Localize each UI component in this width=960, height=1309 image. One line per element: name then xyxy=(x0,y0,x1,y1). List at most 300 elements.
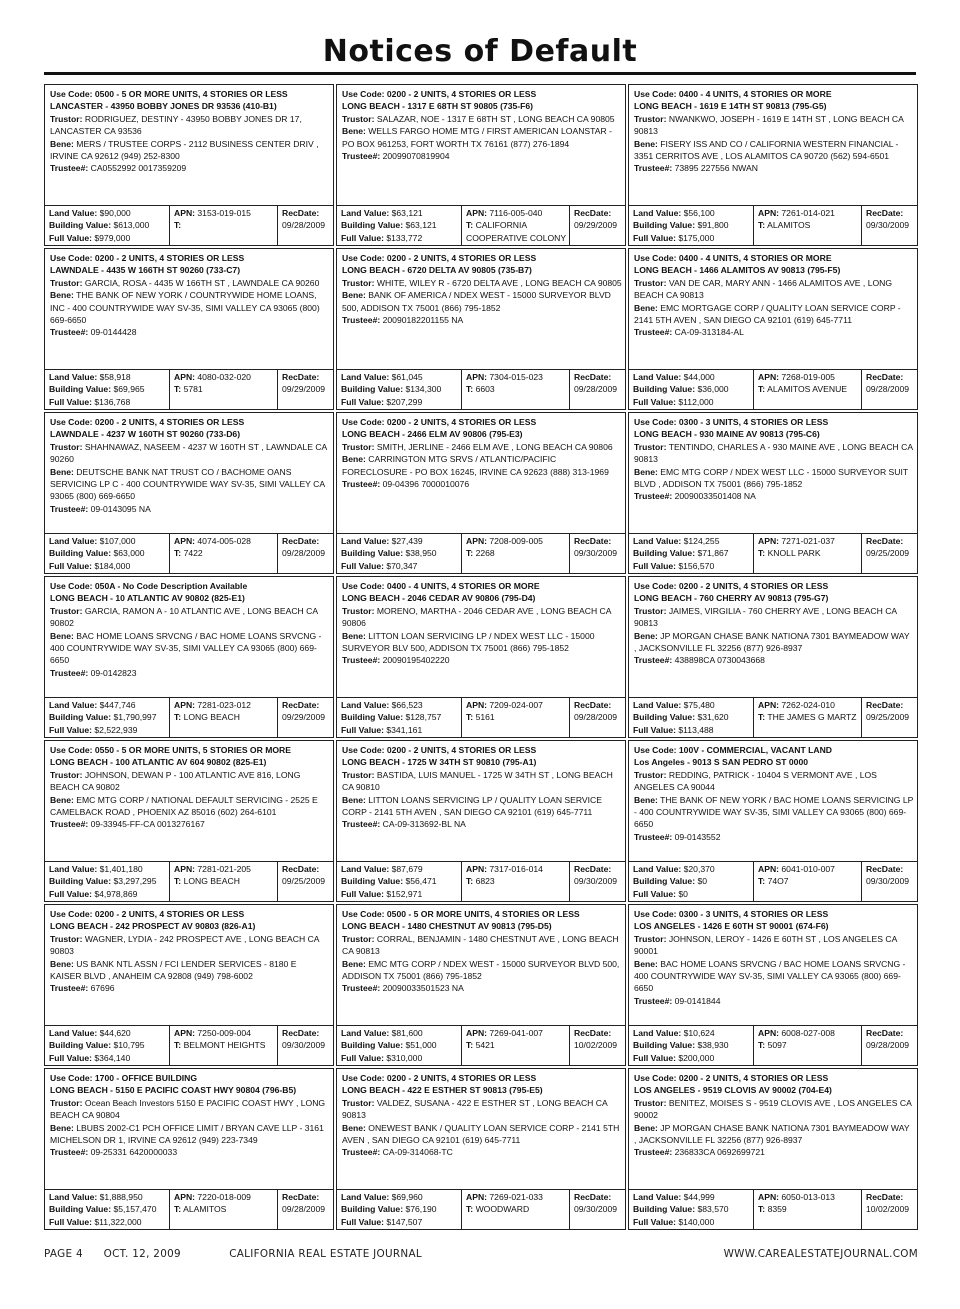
building-value-label: Building Value: xyxy=(633,1040,696,1051)
land-value-label: Land Value: xyxy=(49,1192,98,1202)
trustor-label: Trustor: xyxy=(50,769,83,780)
property-address: LONG BEACH - 1317 E 68TH ST 90805 (735-F6) xyxy=(342,101,534,112)
trustor-line xyxy=(634,441,914,466)
bene-value: US BANK NTL ASSN / FCI LENDER SERVICES - 8180 E KAISER BLVD , ANAHEIM CA 92808 (949) 798-6002 xyxy=(50,958,297,982)
land-value-label: Land Value: xyxy=(633,1028,682,1038)
values-cell xyxy=(337,1190,461,1229)
recdate-value: 09/25/2009 xyxy=(866,548,910,559)
building-value: $38,930 xyxy=(697,1040,729,1051)
land-value: $56,100 xyxy=(683,208,715,218)
tract-line xyxy=(174,219,275,231)
building-value: $36,000 xyxy=(697,384,729,395)
trustor-label: Trustor: xyxy=(342,113,375,124)
land-value-line xyxy=(49,535,167,547)
full-value-line xyxy=(49,724,167,736)
apn-cell xyxy=(169,698,277,737)
land-value: $447,746 xyxy=(99,700,136,710)
beneficiary-line xyxy=(342,125,622,150)
notice-record xyxy=(628,248,918,410)
trustee-value: 67696 xyxy=(90,983,115,994)
apn-line xyxy=(758,535,859,547)
building-value-line xyxy=(49,383,167,395)
trustor-value: REDDING, PATRICK - 10404 S VERMONT AVE , LOS ANGELES CA 90044 xyxy=(634,769,877,793)
tract-line xyxy=(466,219,567,244)
recdate-value: 09/28/2009 xyxy=(866,1040,910,1051)
trustee-value: 20090182201155 NA xyxy=(382,315,464,326)
beneficiary-line xyxy=(50,630,330,667)
use-code: Use Code: 1700 - OFFICE BUILDING xyxy=(50,1073,198,1083)
bene-value: LITTON LOANS SERVICING LP / QUALITY LOAN SERVICE CORP - 2141 5TH AVEN , SAN DIEGO CA 92101 (619) 645-7711 xyxy=(342,794,602,818)
values-cell xyxy=(629,1026,753,1065)
page-footer xyxy=(44,1248,918,1260)
recdate-label: RecDate: xyxy=(574,1028,612,1038)
tract-label: T: xyxy=(758,1040,766,1051)
trustor-label: Trustor: xyxy=(634,605,667,616)
tract-label: T: xyxy=(174,1040,182,1051)
full-value-label: Full Value: xyxy=(49,888,92,899)
recdate-label: RecDate: xyxy=(282,700,320,710)
values-cell xyxy=(337,1026,461,1065)
bene-value: MERS / TRUSTEE CORPS - 2112 BUSINESS CENTER DRIV , IRVINE CA 92612 (949) 252-8300 xyxy=(50,138,319,162)
trustor-label: Trustor: xyxy=(342,1097,375,1108)
trustor-label: Trustor: xyxy=(342,769,375,780)
trustee-value: 236833CA 0692699721 xyxy=(674,1147,765,1158)
trustor-value: JOHNSON, DEWAN P - 100 ATLANTIC AVE 816, LONG BEACH CA 90802 xyxy=(50,769,301,793)
full-value-label: Full Value: xyxy=(49,396,92,407)
tract-line xyxy=(758,875,859,887)
apn-line xyxy=(174,863,275,875)
building-value-label: Building Value: xyxy=(341,1204,404,1215)
trustor-line xyxy=(634,605,914,630)
apn-cell xyxy=(753,534,861,573)
bene-value: BAC HOME LOANS SRVCNG / BAC HOME LOANS SRVCNG - 400 COUNTRYWIDE WAY SV-35, SIMI VALLEY CA 93065 (800) 669-6650 xyxy=(50,630,322,666)
full-value-line xyxy=(633,724,751,736)
use-code: Use Code: 0400 - 4 UNITS, 4 STORIES OR MORE xyxy=(634,89,832,99)
trustee-label: Trustee#: xyxy=(50,983,89,994)
record-values xyxy=(629,369,917,409)
trustee-line xyxy=(634,1146,914,1158)
apn-label: APN: xyxy=(758,1192,780,1202)
full-value-line xyxy=(49,1052,167,1064)
trustee-line xyxy=(634,326,914,338)
values-cell xyxy=(45,534,169,573)
trustee-label: Trustee#: xyxy=(634,831,673,842)
tract-label: T: xyxy=(174,384,182,395)
recdate-value: 09/29/2009 xyxy=(282,384,326,395)
apn-line xyxy=(758,699,859,711)
apn-cell xyxy=(461,698,569,737)
land-value-line xyxy=(341,863,459,875)
land-value-label: Land Value: xyxy=(633,864,682,874)
building-value-line xyxy=(341,547,459,559)
beneficiary-line xyxy=(634,794,914,831)
recdate-cell xyxy=(861,1190,917,1229)
recdate-label: RecDate: xyxy=(574,208,612,218)
land-value-line xyxy=(633,863,751,875)
land-value-label: Land Value: xyxy=(633,536,682,546)
trustee-label: Trustee#: xyxy=(342,315,381,326)
trustee-line xyxy=(50,162,330,174)
tract-label: T: xyxy=(466,876,474,887)
apn-label: APN: xyxy=(466,1028,488,1038)
building-value: $71,867 xyxy=(697,548,729,559)
record-values xyxy=(45,369,333,409)
beneficiary-line xyxy=(634,302,914,327)
recdate-label: RecDate: xyxy=(282,1028,320,1038)
trustee-label: Trustee#: xyxy=(50,503,89,514)
apn-cell xyxy=(461,1026,569,1065)
property-address: LONG BEACH - 760 CHERRY AV 90813 (795-G7) xyxy=(634,593,829,604)
record-values xyxy=(45,205,333,245)
recdate-label: RecDate: xyxy=(866,536,904,546)
tract-label: T: xyxy=(758,384,766,395)
tract-label: T: xyxy=(466,220,474,231)
building-value-label: Building Value: xyxy=(633,1204,696,1215)
building-value-label: Building Value: xyxy=(341,548,404,559)
tract-label: T: xyxy=(174,1204,182,1215)
values-cell xyxy=(629,370,753,409)
apn-line xyxy=(174,1191,275,1203)
beneficiary-line xyxy=(634,138,914,163)
recdate-value: 09/25/2009 xyxy=(282,876,326,887)
apn-cell xyxy=(753,1026,861,1065)
land-value-label: Land Value: xyxy=(341,208,390,218)
tract-value: LONG BEACH xyxy=(183,876,240,887)
trustor-line xyxy=(342,441,622,453)
full-value: $364,140 xyxy=(94,1052,131,1063)
recdate-label: RecDate: xyxy=(282,372,320,382)
apn-value: 7269-041-007 xyxy=(489,1028,543,1038)
recdate-cell xyxy=(277,1026,333,1065)
use-code: Use Code: 0200 - 2 UNITS, 4 STORIES OR LESS xyxy=(342,745,537,755)
land-value-line xyxy=(49,207,167,219)
building-value: $51,000 xyxy=(405,1040,437,1051)
apn-line xyxy=(758,1027,859,1039)
record-values xyxy=(629,861,917,901)
trustor-label: Trustor: xyxy=(50,933,83,944)
trustee-value: CA-09-313184-AL xyxy=(674,327,744,338)
apn-value: 7262-024-010 xyxy=(781,700,835,710)
recdate-label: RecDate: xyxy=(866,1028,904,1038)
beneficiary-line xyxy=(634,630,914,655)
trustee-line xyxy=(342,314,622,326)
apn-label: APN: xyxy=(758,536,780,546)
bene-value: THE BANK OF NEW YORK / BAC HOME LOANS SERVICING LP - 400 COUNTRYWIDE WAY SV-35, SIMI VALLEY CA 93065 (800) 669-6650 xyxy=(634,794,914,830)
full-value-label: Full Value: xyxy=(633,724,676,735)
building-value: $128,757 xyxy=(405,712,442,723)
full-value: $310,000 xyxy=(386,1052,423,1063)
recdate-value: 09/28/2009 xyxy=(282,1204,326,1215)
recdate-label: RecDate: xyxy=(574,536,612,546)
apn-line xyxy=(466,207,567,219)
building-value: $69,965 xyxy=(113,384,145,395)
land-value-line xyxy=(341,371,459,383)
beneficiary-line xyxy=(634,466,914,491)
trustee-line xyxy=(634,654,914,666)
recdate-value: 09/29/2009 xyxy=(574,220,618,231)
trustee-value: 09-25331 6420000033 xyxy=(90,1147,178,1158)
journal-name: CALIFORNIA REAL ESTATE JOURNAL xyxy=(229,1248,422,1260)
trustee-line xyxy=(50,326,330,338)
tract-value: ALAMITOS xyxy=(183,1204,227,1215)
recdate-value: 09/30/2009 xyxy=(866,220,910,231)
record-body xyxy=(337,413,625,533)
tract-line xyxy=(466,547,567,559)
full-value-line xyxy=(341,1052,459,1064)
record-body xyxy=(629,741,917,861)
building-value-label: Building Value: xyxy=(341,384,404,395)
trustee-value: 20090033501408 NA xyxy=(674,491,756,502)
building-value: $1,790,997 xyxy=(113,712,157,723)
full-value-label: Full Value: xyxy=(633,560,676,571)
full-value: $136,768 xyxy=(94,396,131,407)
tract-label: T: xyxy=(758,876,766,887)
recdate-cell xyxy=(569,370,625,409)
full-value-line xyxy=(633,396,751,408)
property-address: LONG BEACH - 1480 CHESTNUT AV 90813 (795-D5) xyxy=(342,921,552,932)
apn-value: 7208-009-005 xyxy=(489,536,543,546)
land-value-label: Land Value: xyxy=(49,700,98,710)
full-value-label: Full Value: xyxy=(633,1052,676,1063)
recdate-cell xyxy=(569,698,625,737)
beneficiary-line xyxy=(50,466,330,503)
apn-cell xyxy=(461,370,569,409)
apn-line xyxy=(174,699,275,711)
property-address: LOS ANGELES - 1426 E 60TH ST 90001 (674-F6) xyxy=(634,921,829,932)
apn-cell xyxy=(169,862,277,901)
bene-label: Bene: xyxy=(50,138,74,149)
apn-line xyxy=(466,371,567,383)
land-value-label: Land Value: xyxy=(633,700,682,710)
record-values xyxy=(337,369,625,409)
use-code: Use Code: 0200 - 2 UNITS, 4 STORIES OR LESS xyxy=(342,89,537,99)
record-values xyxy=(629,205,917,245)
trustor-value: TENTINDO, CHARLES A - 930 MAINE AVE , LONG BEACH CA 90813 xyxy=(634,441,913,465)
tract-line xyxy=(758,383,859,395)
building-value-line xyxy=(633,1203,751,1215)
trustee-value: CA0552992 0017359209 xyxy=(90,163,187,174)
website-link[interactable]: WWW.CAREALESTATEJOURNAL.COM xyxy=(723,1248,918,1260)
apn-label: APN: xyxy=(174,864,196,874)
record-values xyxy=(337,1025,625,1065)
bene-label: Bene: xyxy=(342,454,366,465)
building-value-line xyxy=(633,711,751,723)
full-value-label: Full Value: xyxy=(633,1216,676,1227)
full-value: $152,971 xyxy=(386,888,423,899)
building-value-label: Building Value: xyxy=(49,876,112,887)
full-value-line xyxy=(341,396,459,408)
trustee-label: Trustee#: xyxy=(342,819,381,830)
tract-label: T: xyxy=(758,548,766,559)
trustee-label: Trustee#: xyxy=(634,327,673,338)
land-value-label: Land Value: xyxy=(341,700,390,710)
apn-cell xyxy=(169,534,277,573)
apn-value: 7261-014-021 xyxy=(781,208,835,218)
notice-record xyxy=(336,1068,626,1230)
record-body xyxy=(629,905,917,1025)
land-value-line xyxy=(341,207,459,219)
apn-label: APN: xyxy=(466,536,488,546)
tract-line xyxy=(174,1039,275,1051)
apn-label: APN: xyxy=(466,864,488,874)
apn-line xyxy=(174,535,275,547)
tract-value: 5097 xyxy=(767,1040,787,1051)
trustee-label: Trustee#: xyxy=(634,163,673,174)
trustor-value: SALAZAR, NOE - 1317 E 68TH ST , LONG BEACH CA 90805 xyxy=(376,113,615,124)
trustee-line xyxy=(342,150,622,162)
building-value: $10,795 xyxy=(113,1040,145,1051)
notice-record xyxy=(628,1068,918,1230)
building-value-line xyxy=(341,711,459,723)
trustor-line xyxy=(50,769,330,794)
trustee-line xyxy=(342,478,622,490)
apn-label: APN: xyxy=(466,372,488,382)
building-value-label: Building Value: xyxy=(49,220,112,231)
full-value: $140,000 xyxy=(678,1216,715,1227)
tract-line xyxy=(174,547,275,559)
building-value-line xyxy=(49,1203,167,1215)
building-value: $38,950 xyxy=(405,548,437,559)
trustee-line xyxy=(50,982,330,994)
land-value-line xyxy=(341,699,459,711)
tract-label: T: xyxy=(758,1204,766,1215)
use-code: Use Code: 0500 - 5 OR MORE UNITS, 4 STORIES OR LESS xyxy=(50,89,288,99)
recdate-value: 09/30/2009 xyxy=(574,548,618,559)
values-cell xyxy=(629,1190,753,1229)
recdate-cell xyxy=(569,206,625,245)
record-body xyxy=(629,577,917,697)
property-address: LONG BEACH - 1619 E 14TH ST 90813 (795-G5) xyxy=(634,101,827,112)
property-address: LAWNDALE - 4237 W 160TH ST 90260 (733-D6) xyxy=(50,429,241,440)
full-value-line xyxy=(49,232,167,244)
full-value: $112,000 xyxy=(678,396,714,407)
tract-label: T: xyxy=(466,712,474,723)
apn-label: APN: xyxy=(174,1028,196,1038)
tract-value: WOODWARD xyxy=(475,1204,530,1215)
trustor-line xyxy=(634,113,914,138)
land-value-line xyxy=(633,1027,751,1039)
building-value-label: Building Value: xyxy=(633,220,696,231)
use-code: Use Code: 100V - COMMERCIAL, VACANT LAND xyxy=(634,745,832,755)
page-number: PAGE 4 xyxy=(44,1248,83,1260)
values-cell xyxy=(337,698,461,737)
recdate-value: 09/30/2009 xyxy=(574,1204,618,1215)
apn-line xyxy=(466,699,567,711)
trustee-line xyxy=(342,818,622,830)
record-body xyxy=(45,741,333,861)
building-value: $0 xyxy=(697,876,708,887)
land-value: $58,918 xyxy=(99,372,131,382)
trustee-line xyxy=(342,982,622,994)
full-value-label: Full Value: xyxy=(341,888,384,899)
apn-cell xyxy=(169,1190,277,1229)
tract-value: KNOLL PARK xyxy=(767,548,821,559)
tract-line xyxy=(758,547,859,559)
bene-value: WELLS FARGO HOME MTG / FIRST AMERICAN LOANSTAR - PO BOX 961253, FORT WORTH TX 76161 (877) 276-1894 xyxy=(342,126,612,149)
full-value-line xyxy=(49,396,167,408)
full-value-label: Full Value: xyxy=(49,560,92,571)
building-value-label: Building Value: xyxy=(49,1040,112,1051)
land-value-label: Land Value: xyxy=(49,864,98,874)
trustee-line xyxy=(50,818,330,830)
building-value-line xyxy=(49,711,167,723)
trustee-value: 73895 227556 NWAN xyxy=(674,163,758,174)
building-value-label: Building Value: xyxy=(633,712,696,723)
land-value: $61,045 xyxy=(391,372,423,382)
values-cell xyxy=(629,698,753,737)
trustor-line xyxy=(342,1097,622,1122)
full-value-line xyxy=(341,1216,459,1228)
apn-value: 7250-009-004 xyxy=(197,1028,251,1038)
beneficiary-line xyxy=(342,630,622,655)
bene-label: Bene: xyxy=(342,630,366,641)
full-value-label: Full Value: xyxy=(49,724,92,735)
trustor-value: VAN DE CAR, MARY ANN - 1466 ALAMITOS AVE , LONG BEACH CA 90813 xyxy=(634,277,893,301)
full-value: $979,000 xyxy=(94,232,131,243)
land-value: $87,679 xyxy=(391,864,423,874)
tract-line xyxy=(466,1039,567,1051)
bene-value: JP MORGAN CHASE BANK NATIONA 7301 BAYMEADOW WAY , JACKSONVILLE FL 32256 (877) 926-8937 xyxy=(634,630,910,654)
apn-line xyxy=(174,207,275,219)
record-body xyxy=(45,413,333,533)
trustor-label: Trustor: xyxy=(634,1097,667,1108)
trustee-label: Trustee#: xyxy=(634,995,673,1006)
full-value-label: Full Value: xyxy=(633,396,676,407)
land-value-label: Land Value: xyxy=(49,536,98,546)
building-value: $83,570 xyxy=(697,1204,729,1215)
building-value: $91,800 xyxy=(697,220,729,231)
tract-label: T: xyxy=(174,876,182,887)
bene-value: BANK OF AMERICA / NDEX WEST - 15000 SURVEYOR BLVD 500, ADDISON TX 75001 (866) 795-1852 xyxy=(342,290,611,313)
apn-value: 6008-027-008 xyxy=(781,1028,835,1038)
trustor-line xyxy=(342,769,622,794)
property-address: LONG BEACH - 1466 ALAMITOS AV 90813 (795-F5) xyxy=(634,265,841,276)
tract-value: LONG BEACH xyxy=(183,712,240,723)
land-value-label: Land Value: xyxy=(341,1028,390,1038)
land-value: $44,000 xyxy=(683,372,715,382)
land-value-line xyxy=(633,1191,751,1203)
full-value: $207,299 xyxy=(386,396,423,407)
trustee-value: 09-0144428 xyxy=(90,327,137,338)
notice-record xyxy=(628,576,918,738)
trustor-value: BASTIDA, LUIS MANUEL - 1725 W 34TH ST , LONG BEACH CA 90810 xyxy=(342,769,613,793)
land-value-line xyxy=(49,699,167,711)
trustor-line xyxy=(634,769,914,794)
trustor-value: GARCIA, ROSA - 4435 W 166TH ST , LAWNDALE CA 90260 xyxy=(84,277,320,288)
trustee-value: 20099070819904 xyxy=(382,151,450,162)
use-code: Use Code: 0200 - 2 UNITS, 4 STORIES OR LESS xyxy=(634,581,829,591)
property-address: LONG BEACH - 242 PROSPECT AV 90803 (826-A1) xyxy=(50,921,256,932)
property-address: LOS ANGELES - 9519 CLOVIS AV 90002 (704-E4) xyxy=(634,1085,832,1096)
land-value: $124,255 xyxy=(683,536,720,546)
apn-label: APN: xyxy=(758,864,780,874)
apn-value: 7268-019-005 xyxy=(781,372,835,382)
apn-line xyxy=(758,371,859,383)
bene-value: ONEWEST BANK / QUALITY LOAN SERVICE CORP - 2141 5TH AVEN , SAN DIEGO CA 92101 (619) 645-7711 xyxy=(342,1122,620,1146)
apn-label: APN: xyxy=(466,1192,488,1202)
trustee-line xyxy=(342,1146,622,1158)
record-body xyxy=(337,249,625,369)
bene-value: LITTON LOAN SERVICING LP / NDEX WEST LLC - 15000 SURVEYOR BLV 500, ADDISON TX 75001 (866) 795-1852 xyxy=(342,630,595,654)
notice-record xyxy=(628,412,918,574)
property-address: LONG BEACH - 10 ATLANTIC AV 90802 (825-E1) xyxy=(50,593,245,604)
values-cell xyxy=(337,534,461,573)
record-body xyxy=(629,249,917,369)
use-code: Use Code: 0200 - 2 UNITS, 4 STORIES OR LESS xyxy=(634,1073,829,1083)
property-address: LONG BEACH - 6720 DELTA AV 90805 (735-B7) xyxy=(342,265,532,276)
apn-cell xyxy=(169,206,277,245)
apn-label: APN: xyxy=(466,700,488,710)
